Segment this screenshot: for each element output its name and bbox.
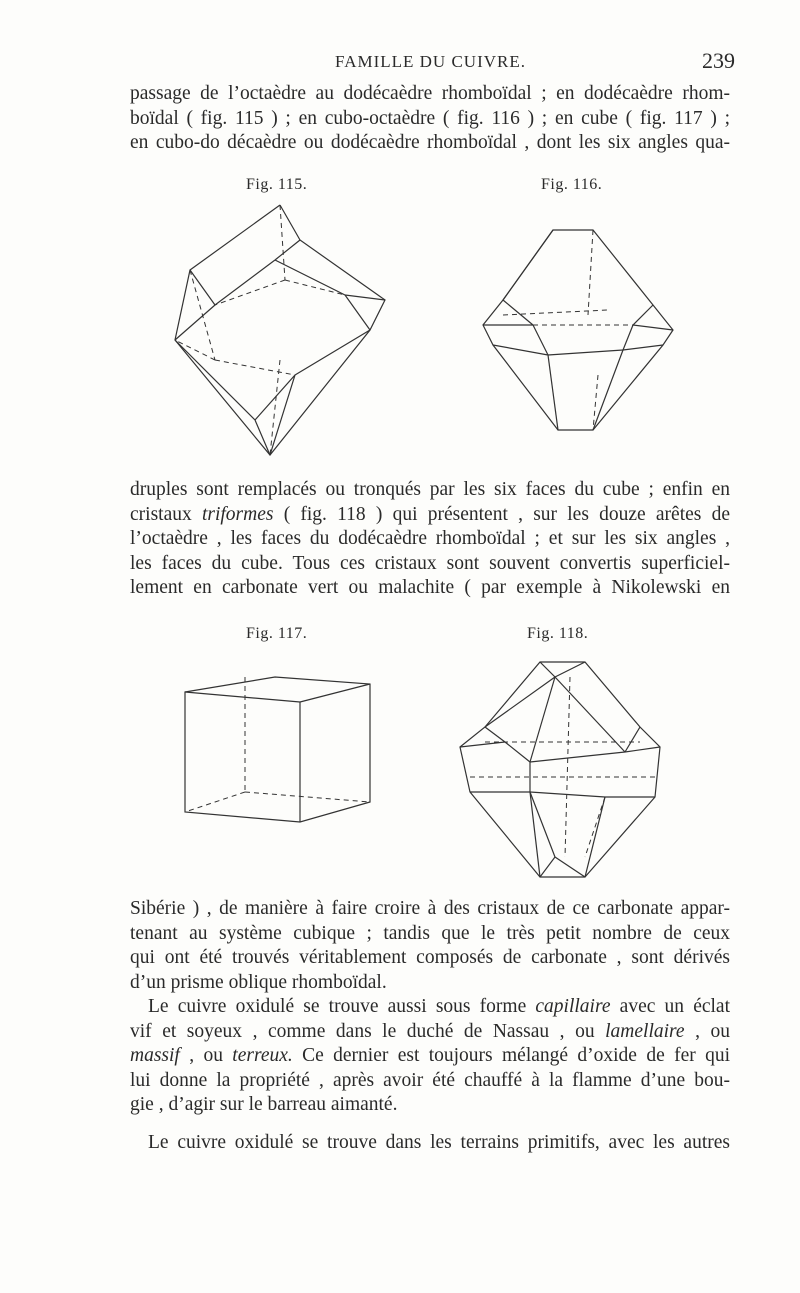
text-line: les faces du cube. Tous ces cristaux sont souvent convertis superficiel- bbox=[130, 552, 730, 574]
paragraph-5 bbox=[130, 1131, 730, 1156]
text-span: , ou bbox=[179, 1045, 233, 1066]
text-line: lui donne la propriété , après avoir été chauffé à la flamme d’une bou- bbox=[130, 1069, 730, 1091]
text-line: en cubo-do décaèdre ou dodécaèdre rhomboïdal , dont les six angles qua- bbox=[130, 132, 730, 153]
text-line: druples sont remplacés ou tronqués par les six faces du cube ; enfin en bbox=[130, 479, 730, 500]
text-span: Le cuivre oxidulé se trouve aussi sous forme bbox=[148, 996, 536, 1017]
text-line bbox=[130, 1044, 730, 1069]
page-header bbox=[130, 48, 735, 80]
text-line: d’un prisme oblique rhomboïdal. bbox=[130, 971, 387, 993]
text-span: , ou bbox=[684, 1020, 731, 1042]
text-line: l’octaèdre , les faces du dodécaèdre rhomboïdal ; et sur les six angles , bbox=[130, 528, 730, 549]
text-line: tenant au système cubique ; tandis que le très petit nombre de ceux bbox=[130, 922, 730, 944]
text-line bbox=[130, 995, 730, 1020]
fig-117-cube bbox=[175, 662, 375, 827]
text-span: vif et soyeux , comme dans le duché de Nassau , ou bbox=[130, 1020, 606, 1042]
fig-116-cubo-octahedron bbox=[478, 225, 678, 440]
text-span: cristaux bbox=[130, 503, 202, 525]
paragraph-3 bbox=[130, 897, 730, 995]
text-span: avec un éclat bbox=[610, 996, 731, 1017]
paragraph-1 bbox=[130, 82, 730, 156]
fig-118-triform-crystal bbox=[455, 652, 670, 887]
fig-117-label: Fig. 117. bbox=[246, 625, 308, 642]
fig-118-label: Fig. 118. bbox=[527, 625, 589, 642]
text-line bbox=[130, 503, 730, 528]
italic-term: triformes bbox=[201, 503, 274, 525]
fig-115-label: Fig. 115. bbox=[246, 176, 308, 193]
paragraph-4 bbox=[130, 995, 730, 1118]
text-line: passage de l’octaèdre au dodécaèdre rhomboïdal ; en dodécaèdre rhom- bbox=[130, 83, 730, 104]
text-span: ( fig. 118 ) qui présentent , sur les douze arêtes de bbox=[273, 503, 730, 525]
text-line: Le cuivre oxidulé se trouve dans les terrains primitifs, avec les autres bbox=[148, 1132, 730, 1153]
text-line: Sibérie ) , de manière à faire croire à des cristaux de ce carbonate appar- bbox=[130, 898, 730, 919]
text-span: Ce dernier est toujours mélangé d’oxide de fer qui bbox=[292, 1045, 730, 1066]
italic-term: terreux. bbox=[232, 1045, 293, 1066]
page-number: 239 bbox=[702, 48, 735, 73]
text-line bbox=[130, 1020, 730, 1045]
running-title: FAMILLE DU CUIVRE. bbox=[335, 52, 526, 71]
text-line: lement en carbonate vert ou malachite ( par exemple à Nikolewski en bbox=[130, 577, 730, 598]
paragraph-2 bbox=[130, 478, 730, 601]
text-line: gie , d’agir sur le barreau aimanté. bbox=[130, 1094, 398, 1115]
fig-116-label: Fig. 116. bbox=[541, 176, 603, 193]
italic-term: lamellaire bbox=[605, 1020, 685, 1042]
italic-term: massif bbox=[130, 1045, 180, 1066]
text-line: boïdal ( fig. 115 ) ; en cubo-octaèdre ( fig. 116 ) ; en cube ( fig. 117 ) ; bbox=[130, 107, 730, 129]
italic-term: capillaire bbox=[535, 996, 611, 1017]
fig-115-rhombic-dodecahedron bbox=[170, 200, 400, 470]
text-line: qui ont été trouvés véritablement composés de carbonate , sont dérivés bbox=[130, 947, 730, 968]
